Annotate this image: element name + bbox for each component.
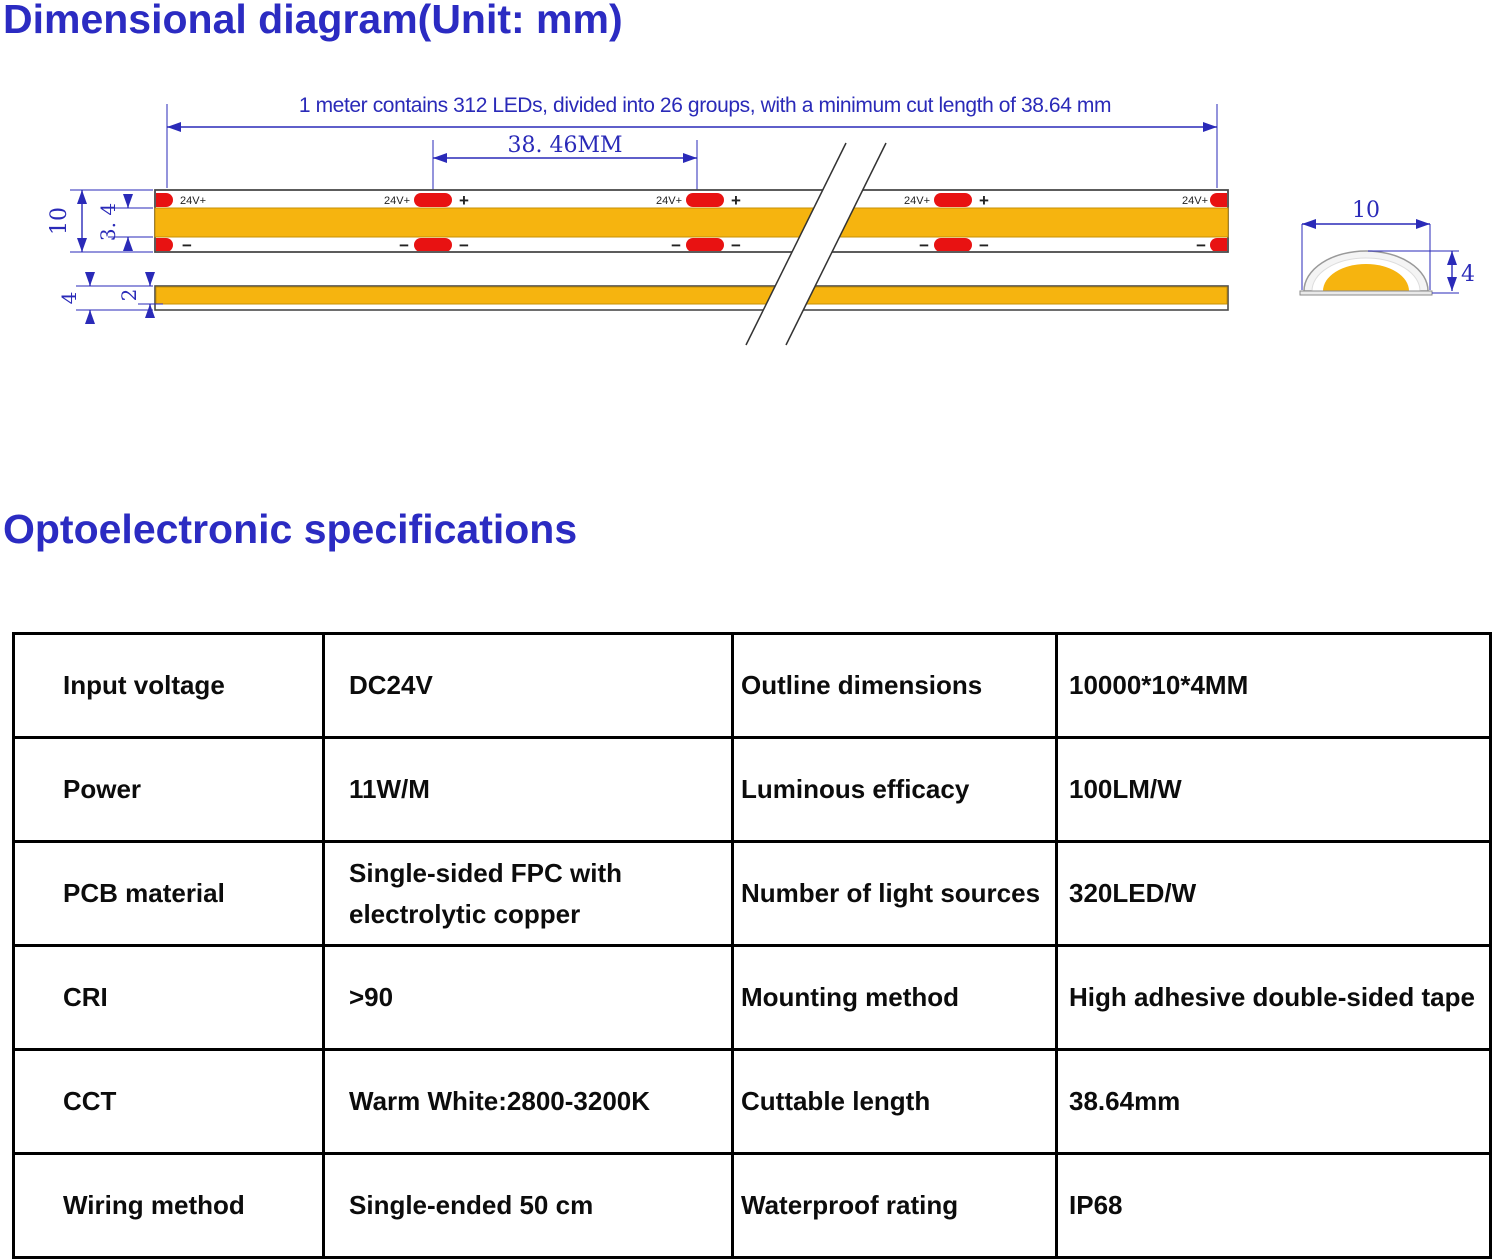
led-strip-side-view [155,286,1228,310]
page-title: Dimensional diagram(Unit: mm) [3,0,623,42]
spec-value: High adhesive double-sided tape [1057,946,1491,1050]
cob-phosphor-band [155,208,1228,237]
pad-positive-label: 24V+ [384,195,410,207]
spec-label: Luminous efficacy [733,738,1057,842]
spec-label: Mounting method [733,946,1057,1050]
dim-strip-width: 10 [47,207,72,235]
dim-pcb-thickness: 2 [117,288,141,302]
table-row [14,738,1491,842]
spec-label: PCB material [14,842,324,946]
diagram-note: 1 meter contains 312 LEDs, divided into 26 groups, with a minimum cut length of 38.64 mm [298,94,1112,117]
table-row [14,1050,1491,1154]
spec-value: Warm White:2800-3200K [324,1050,733,1154]
cross-section-base [1300,291,1432,295]
spec-value: >90 [324,946,733,1050]
dim-side-total: 4 [57,291,81,305]
pad-positive-label: 24V+ [904,195,930,207]
minus-sign: − [671,236,681,255]
minus-sign: − [979,236,989,255]
minus-sign: − [399,236,409,255]
spec-value: IP68 [1057,1154,1491,1258]
pad-positive-label: 24V+ [1182,195,1208,207]
spec-label: Waterproof rating [733,1154,1057,1258]
plus-sign: + [731,191,741,210]
minus-sign: − [459,236,469,255]
spec-value: Single-ended 50 cm [324,1154,733,1258]
page-title: Optoelectronic specifications [3,506,578,552]
spec-table [12,632,1492,1259]
table-row [14,946,1491,1050]
pad-positive-label: 24V+ [180,195,206,207]
dim-emitting-width: 3. 4 [96,202,120,242]
spec-value: 10000*10*4MM [1057,634,1491,738]
spec-value: Single-sided FPC with electrolytic copper [324,842,733,946]
table-row [14,1154,1491,1258]
minus-sign: − [182,236,192,255]
minus-sign: − [731,236,741,255]
spec-label: CRI [14,946,324,1050]
cross-section-view [1300,198,1475,295]
spec-label: Cuttable length [733,1050,1057,1154]
spec-value: 100LM/W [1057,738,1491,842]
dimensional-diagram [0,60,1500,490]
table-row [14,634,1491,738]
table-row [14,842,1491,946]
spec-label: Number of light sources [733,842,1057,946]
spec-label: Wiring method [14,1154,324,1258]
plus-sign: + [459,191,469,210]
pitch-dimension-label: 38. 46MM [507,133,623,158]
spec-label: Input voltage [14,634,324,738]
spec-value: DC24V [324,634,733,738]
dim-cross-height: 4 [1461,262,1475,287]
spec-label: Power [14,738,324,842]
dim-cross-width: 10 [1352,198,1380,223]
spec-label: CCT [14,1050,324,1154]
plus-sign: + [979,191,989,210]
spec-value: 11W/M [324,738,733,842]
spec-value: 320LED/W [1057,842,1491,946]
spec-label: Outline dimensions [733,634,1057,738]
spec-value: 38.64mm [1057,1050,1491,1154]
pad-positive-label: 24V+ [656,195,682,207]
minus-sign: − [919,236,929,255]
minus-sign: − [1196,236,1206,255]
